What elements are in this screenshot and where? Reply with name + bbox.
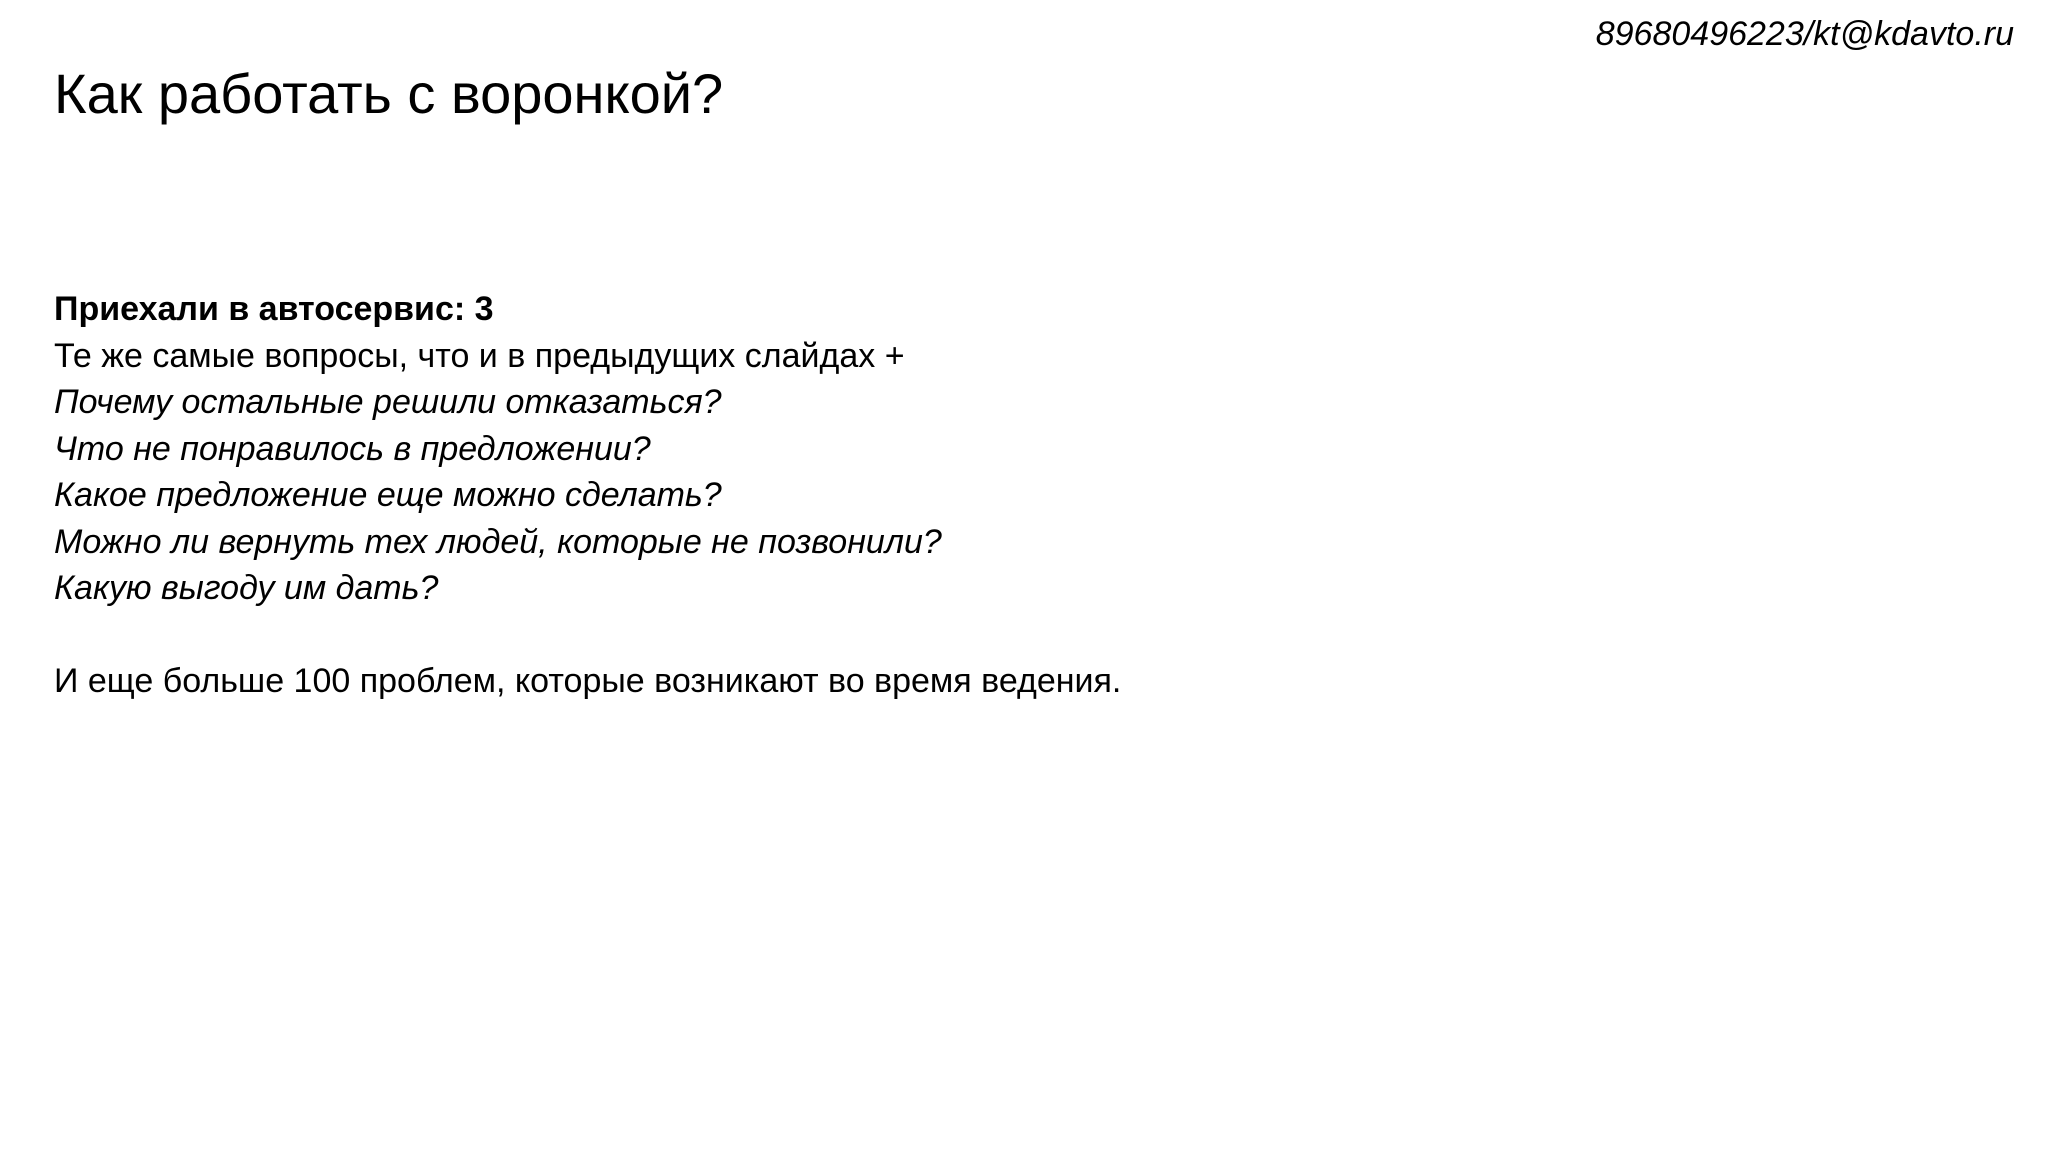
question-item: Что не понравилось в предложении? [54,429,651,468]
question-item: Какую выгоду им дать? [54,569,439,607]
slide-title: Как работать с воронкой? [54,62,724,125]
question-item: Почему остальные решили отказаться? [54,383,722,421]
slide-body [54,286,1554,705]
contact-info: 89680496223/kt@kdavto.ru [1595,15,2014,53]
question-item: Какое предложение еще можно сделать? [54,476,722,514]
intro-text: Те же самые вопросы, что и в предыдущих слайдах + [54,336,905,375]
section-heading: Приехали в автосервис: 3 [54,290,494,328]
question-item: Можно ли вернуть тех людей, которые не позвонили? [54,522,942,561]
blank-spacer [54,612,1554,659]
footer-text: И еще больше 100 проблем, которые возникают во время ведения. [54,662,1122,700]
